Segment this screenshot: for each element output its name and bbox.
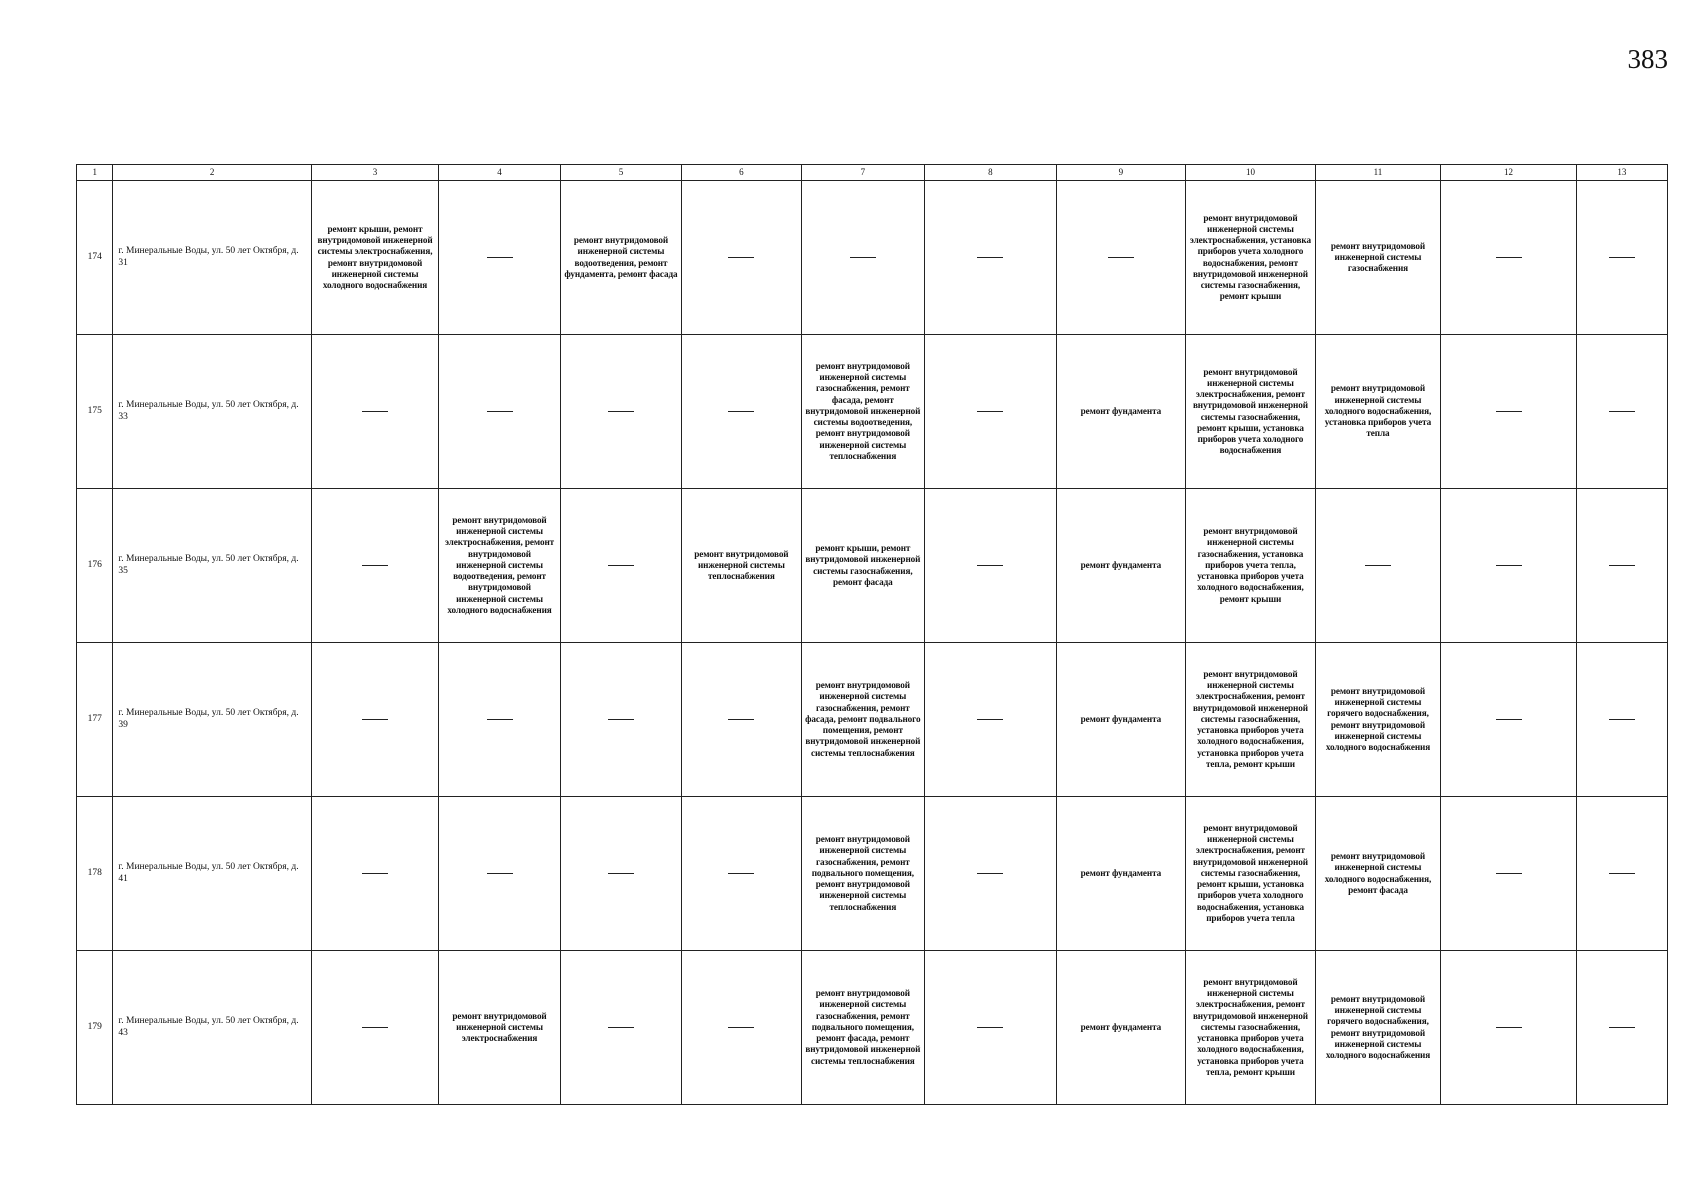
column-header: 2 bbox=[113, 165, 311, 181]
dash-mark bbox=[1609, 257, 1635, 258]
dash-mark bbox=[1365, 565, 1391, 566]
work-cell: ремонт внутридомовой инженерной системы теплоснабжения bbox=[682, 489, 801, 643]
column-header: 4 bbox=[439, 165, 560, 181]
empty-cell bbox=[560, 951, 681, 1105]
work-cell: ремонт внутридомовой инженерной системы водоотведения, ремонт фундамента, ремонт фасада bbox=[560, 181, 681, 335]
dash-mark bbox=[977, 873, 1003, 874]
dash-mark bbox=[487, 719, 513, 720]
empty-cell bbox=[1056, 181, 1186, 335]
column-header: 9 bbox=[1056, 165, 1186, 181]
table-row bbox=[77, 335, 1668, 489]
empty-cell bbox=[1441, 951, 1577, 1105]
dash-mark bbox=[487, 257, 513, 258]
empty-cell bbox=[1576, 181, 1667, 335]
empty-cell bbox=[560, 489, 681, 643]
empty-cell bbox=[925, 489, 1057, 643]
work-cell: ремонт крыши, ремонт внутридомовой инженерной системы электроснабжения, ремонт внутридомовой инженерной системы холодного водоснабжения bbox=[311, 181, 439, 335]
dash-mark bbox=[728, 411, 754, 412]
work-cell: ремонт внутридомовой инженерной системы газоснабжения bbox=[1315, 181, 1440, 335]
dash-mark bbox=[728, 873, 754, 874]
dash-mark bbox=[487, 873, 513, 874]
empty-cell bbox=[682, 181, 801, 335]
dash-mark bbox=[728, 1027, 754, 1028]
dash-mark bbox=[1496, 873, 1522, 874]
dash-mark bbox=[977, 1027, 1003, 1028]
work-cell: ремонт крыши, ремонт внутридомовой инженерной системы газоснабжения, ремонт фасада bbox=[801, 489, 924, 643]
table-row bbox=[77, 951, 1668, 1105]
page-number: 383 bbox=[1627, 44, 1668, 74]
dash-mark bbox=[1609, 411, 1635, 412]
empty-cell bbox=[439, 335, 560, 489]
empty-cell bbox=[682, 335, 801, 489]
empty-cell bbox=[925, 181, 1057, 335]
empty-cell bbox=[560, 797, 681, 951]
work-cell: ремонт фундамента bbox=[1056, 335, 1186, 489]
empty-cell bbox=[1576, 643, 1667, 797]
table-body bbox=[77, 181, 1668, 1105]
column-header: 10 bbox=[1186, 165, 1316, 181]
table-row bbox=[77, 643, 1668, 797]
column-header: 5 bbox=[560, 165, 681, 181]
empty-cell bbox=[1576, 335, 1667, 489]
empty-cell bbox=[311, 335, 439, 489]
work-cell: ремонт внутридомовой инженерной системы газоснабжения, ремонт фасада, ремонт внутридомовой инженерной системы водоотведения, ремонт внутридомовой инженерной системы теплоснабжения bbox=[801, 335, 924, 489]
work-cell: ремонт внутридомовой инженерной системы холодного водоснабжения, установка приборов учета тепла bbox=[1315, 335, 1440, 489]
column-header: 1 bbox=[77, 165, 113, 181]
dash-mark bbox=[487, 411, 513, 412]
address-cell: г. Минеральные Воды, ул. 50 лет Октября, д. 43 bbox=[113, 951, 311, 1105]
table-row bbox=[77, 797, 1668, 951]
work-cell: ремонт внутридомовой инженерной системы газоснабжения, ремонт подвального помещения, ремонт внутридомовой инженерной системы теплоснабжения bbox=[801, 797, 924, 951]
dash-mark bbox=[1496, 1027, 1522, 1028]
empty-cell bbox=[682, 643, 801, 797]
empty-cell bbox=[439, 643, 560, 797]
column-header: 12 bbox=[1441, 165, 1577, 181]
dash-mark bbox=[362, 565, 388, 566]
table-row bbox=[77, 489, 1668, 643]
empty-cell bbox=[439, 181, 560, 335]
empty-cell bbox=[682, 951, 801, 1105]
dash-mark bbox=[608, 873, 634, 874]
empty-cell bbox=[1441, 797, 1577, 951]
dash-mark bbox=[977, 411, 1003, 412]
dash-mark bbox=[977, 565, 1003, 566]
empty-cell bbox=[560, 335, 681, 489]
dash-mark bbox=[1496, 719, 1522, 720]
column-header: 3 bbox=[311, 165, 439, 181]
dash-mark bbox=[362, 411, 388, 412]
address-cell: г. Минеральные Воды, ул. 50 лет Октября, д. 31 bbox=[113, 181, 311, 335]
work-cell: ремонт внутридомовой инженерной системы газоснабжения, установка приборов учета тепла, установка приборов учета холодного водоснабжения, ремонт крыши bbox=[1186, 489, 1316, 643]
row-number: 174 bbox=[77, 181, 113, 335]
work-cell: ремонт внутридомовой инженерной системы электроснабжения, ремонт внутридомовой инженерной системы водоотведения, ремонт внутридомовой инженерной системы холодного водоснабжения bbox=[439, 489, 560, 643]
dash-mark bbox=[1496, 411, 1522, 412]
column-header: 6 bbox=[682, 165, 801, 181]
work-cell: ремонт внутридомовой инженерной системы электроснабжения, ремонт внутридомовой инженерной системы газоснабжения, установка приборов учета холодного водоснабжения, установка приборов учета тепла, ремонт крыши bbox=[1186, 643, 1316, 797]
empty-cell bbox=[925, 643, 1057, 797]
empty-cell bbox=[801, 181, 924, 335]
empty-cell bbox=[1576, 489, 1667, 643]
dash-mark bbox=[362, 1027, 388, 1028]
row-number: 179 bbox=[77, 951, 113, 1105]
work-cell: ремонт внутридомовой инженерной системы холодного водоснабжения, ремонт фасада bbox=[1315, 797, 1440, 951]
empty-cell bbox=[1576, 951, 1667, 1105]
work-cell: ремонт внутридомовой инженерной системы газоснабжения, ремонт подвального помещения, ремонт фасада, ремонт внутридомовой инженерной системы теплоснабжения bbox=[801, 951, 924, 1105]
work-cell: ремонт внутридомовой инженерной системы электроснабжения bbox=[439, 951, 560, 1105]
dash-mark bbox=[608, 1027, 634, 1028]
empty-cell bbox=[560, 643, 681, 797]
empty-cell bbox=[1576, 797, 1667, 951]
address-cell: г. Минеральные Воды, ул. 50 лет Октября, д. 33 bbox=[113, 335, 311, 489]
dash-mark bbox=[608, 565, 634, 566]
work-cell: ремонт внутридомовой инженерной системы горячего водоснабжения, ремонт внутридомовой инженерной системы холодного водоснабжения bbox=[1315, 643, 1440, 797]
empty-cell bbox=[311, 489, 439, 643]
empty-cell bbox=[311, 643, 439, 797]
work-cell: ремонт фундамента bbox=[1056, 951, 1186, 1105]
empty-cell bbox=[1441, 489, 1577, 643]
empty-cell bbox=[1441, 643, 1577, 797]
dash-mark bbox=[728, 719, 754, 720]
dash-mark bbox=[362, 719, 388, 720]
column-header: 11 bbox=[1315, 165, 1440, 181]
dash-mark bbox=[728, 257, 754, 258]
repair-schedule-table bbox=[76, 164, 1668, 1105]
column-header: 13 bbox=[1576, 165, 1667, 181]
work-cell: ремонт фундамента bbox=[1056, 797, 1186, 951]
empty-cell bbox=[439, 797, 560, 951]
dash-mark bbox=[977, 719, 1003, 720]
work-cell: ремонт внутридомовой инженерной системы электроснабжения, ремонт внутридомовой инженерной системы газоснабжения, установка приборов учета холодного водоснабжения, установка приборов учета тепла, ремонт крыши bbox=[1186, 951, 1316, 1105]
address-cell: г. Минеральные Воды, ул. 50 лет Октября, д. 35 bbox=[113, 489, 311, 643]
address-cell: г. Минеральные Воды, ул. 50 лет Октября, д. 41 bbox=[113, 797, 311, 951]
dash-mark bbox=[1108, 257, 1134, 258]
column-header: 8 bbox=[925, 165, 1057, 181]
work-cell: ремонт внутридомовой инженерной системы газоснабжения, ремонт фасада, ремонт подвального помещения, ремонт внутридомовой инженерной системы теплоснабжения bbox=[801, 643, 924, 797]
dash-mark bbox=[977, 257, 1003, 258]
dash-mark bbox=[1609, 873, 1635, 874]
dash-mark bbox=[608, 719, 634, 720]
empty-cell bbox=[925, 951, 1057, 1105]
column-header: 7 bbox=[801, 165, 924, 181]
work-cell: ремонт фундамента bbox=[1056, 643, 1186, 797]
work-cell: ремонт внутридомовой инженерной системы электроснабжения, ремонт внутридомовой инженерной системы газоснабжения, ремонт крыши, установка приборов учета холодного водоснабжения, установка приборов учета тепла bbox=[1186, 797, 1316, 951]
dash-mark bbox=[850, 257, 876, 258]
work-cell: ремонт фундамента bbox=[1056, 489, 1186, 643]
work-cell: ремонт внутридомовой инженерной системы электроснабжения, установка приборов учета холодного водоснабжения, ремонт внутридомовой инженерной системы газоснабжения, ремонт крыши bbox=[1186, 181, 1316, 335]
dash-mark bbox=[1496, 257, 1522, 258]
work-cell: ремонт внутридомовой инженерной системы горячего водоснабжения, ремонт внутридомовой инженерной системы холодного водоснабжения bbox=[1315, 951, 1440, 1105]
table-row bbox=[77, 181, 1668, 335]
dash-mark bbox=[1496, 565, 1522, 566]
dash-mark bbox=[608, 411, 634, 412]
empty-cell bbox=[311, 797, 439, 951]
dash-mark bbox=[1609, 719, 1635, 720]
empty-cell bbox=[925, 797, 1057, 951]
row-number: 178 bbox=[77, 797, 113, 951]
address-cell: г. Минеральные Воды, ул. 50 лет Октября, д. 39 bbox=[113, 643, 311, 797]
dash-mark bbox=[1609, 1027, 1635, 1028]
empty-cell bbox=[1315, 489, 1440, 643]
row-number: 177 bbox=[77, 643, 113, 797]
column-number-row bbox=[77, 165, 1668, 181]
row-number: 176 bbox=[77, 489, 113, 643]
empty-cell bbox=[1441, 335, 1577, 489]
dash-mark bbox=[362, 873, 388, 874]
empty-cell bbox=[1441, 181, 1577, 335]
work-cell: ремонт внутридомовой инженерной системы электроснабжения, ремонт внутридомовой инженерной системы газоснабжения, ремонт крыши, установка приборов учета холодного водоснабжения bbox=[1186, 335, 1316, 489]
row-number: 175 bbox=[77, 335, 113, 489]
empty-cell bbox=[311, 951, 439, 1105]
empty-cell bbox=[682, 797, 801, 951]
empty-cell bbox=[925, 335, 1057, 489]
dash-mark bbox=[1609, 565, 1635, 566]
